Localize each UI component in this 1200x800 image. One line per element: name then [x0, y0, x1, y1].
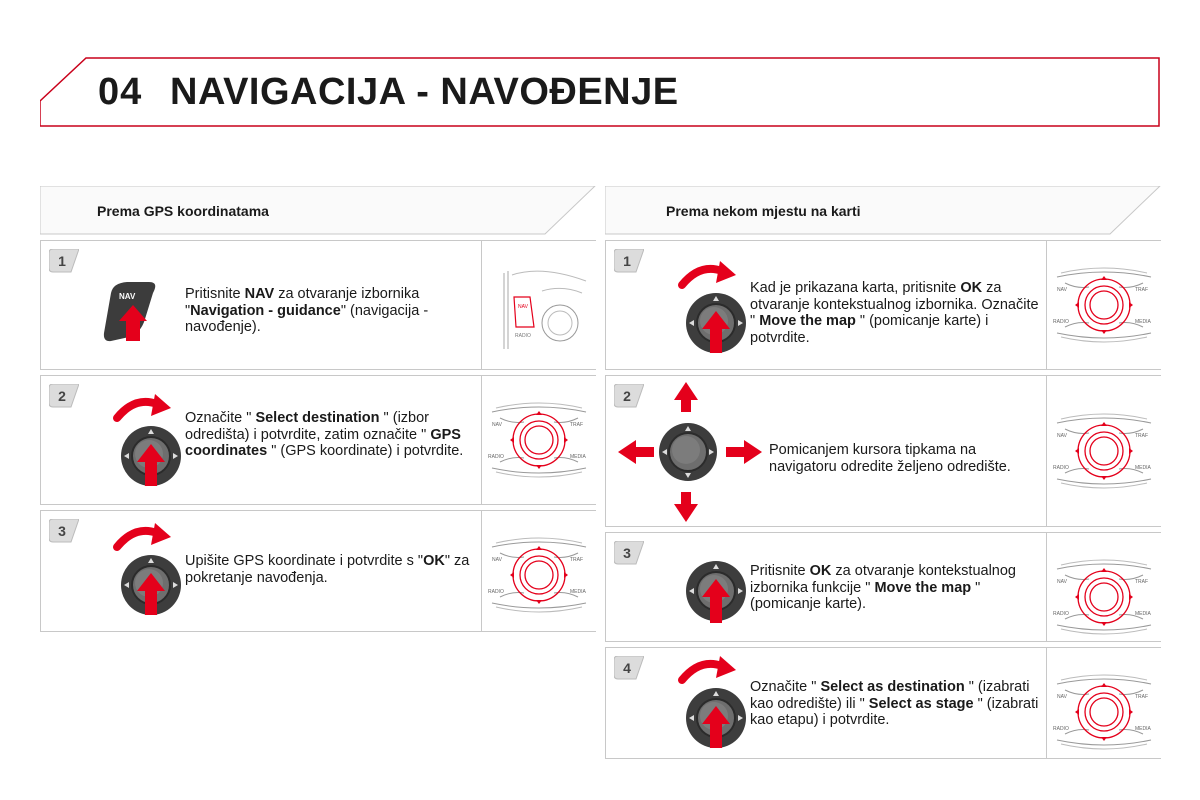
step-number-badge: 3 [614, 541, 644, 565]
svg-text:MEDIA: MEDIA [1135, 726, 1151, 732]
svg-text:TRAF: TRAF [1135, 694, 1149, 700]
control-dial-illustration [1047, 241, 1161, 369]
right-step-4-thumb [1046, 648, 1161, 758]
right-step-3-text: Pritisnite OK za otvaranje kontekstualnog izbornika funkcije " Move the map " (pomicanje karte). [750, 563, 1016, 612]
svg-text:NAV: NAV [1057, 433, 1067, 439]
right-step-1 [605, 240, 1161, 370]
control-dial-illustration [482, 511, 596, 639]
left-step-2-text: Označite " Select destination " (izbor odredišta) i potvrdite, zatim označite " GPS coordinates " (GPS koordinate) i potvrdite. [185, 410, 464, 459]
left-step-1-text: Pritisnite NAV za otvaranje izbornika "Navigation - guidance" (navigacija - navođenje). [185, 286, 429, 335]
right-step-4-text: Označite " Select as destination " (izabrati kao odredište) ili " Select as stage " (izabrati kao etapu) i potvrdite. [750, 679, 1039, 728]
svg-text:MEDIA: MEDIA [570, 589, 586, 595]
svg-text:MEDIA: MEDIA [1135, 465, 1151, 471]
left-step-1-thumb [481, 241, 596, 369]
control-dial-illustration [1047, 648, 1161, 776]
left-panel-title: Prema GPS koordinatama [97, 203, 269, 219]
svg-text:NAV: NAV [492, 557, 502, 563]
right-step-4 [605, 647, 1161, 759]
svg-text:RADIO: RADIO [488, 454, 504, 460]
right-step-1-text: Kad je prikazana karta, pritisnite OK za otvaranje kontekstualnog izbornika. Označite " Move the map " (pomicanje karte) i potvrdite. [750, 280, 1039, 346]
svg-text:NAV: NAV [1057, 287, 1067, 293]
left-panel-header [40, 186, 596, 235]
step-number-badge: 2 [49, 384, 79, 408]
step-number-badge: 3 [49, 519, 79, 543]
svg-text:MEDIA: MEDIA [1135, 319, 1151, 325]
svg-text:TRAF: TRAF [570, 557, 584, 563]
right-step-2-text: Pomicanjem kursora tipkama na navigatoru odredite željeno odredište. [769, 442, 1011, 475]
step-number-badge: 1 [614, 249, 644, 273]
right-panel-title: Prema nekom mjestu na karti [666, 203, 861, 219]
svg-text:NAV: NAV [119, 292, 136, 301]
navigator-knob-move-icon [616, 378, 766, 531]
right-step-2-thumb [1046, 376, 1161, 526]
control-dial-illustration [1047, 533, 1161, 661]
svg-text:NAV: NAV [1057, 694, 1067, 700]
svg-text:RADIO: RADIO [1053, 465, 1069, 471]
left-step-3-thumb [481, 511, 596, 631]
svg-text:RADIO: RADIO [488, 589, 504, 595]
nav-button-icon [101, 279, 173, 352]
svg-text:NAV: NAV [518, 304, 528, 310]
svg-text:MEDIA: MEDIA [570, 454, 586, 460]
svg-text:RADIO: RADIO [1053, 319, 1069, 325]
control-dial-illustration [1047, 387, 1161, 515]
right-step-2 [605, 375, 1161, 527]
step-number-badge: 4 [614, 656, 644, 680]
svg-text:TRAF: TRAF [570, 422, 584, 428]
left-step-1 [40, 240, 596, 370]
left-step-2-thumb [481, 376, 596, 504]
svg-text:RADIO: RADIO [1053, 726, 1069, 732]
control-dial-illustration [482, 376, 596, 504]
svg-text:TRAF: TRAF [1135, 287, 1149, 293]
chapter-number: 04 [98, 71, 143, 113]
svg-text:TRAF: TRAF [1135, 433, 1149, 439]
right-step-3 [605, 532, 1161, 642]
left-step-3 [40, 510, 596, 632]
right-panel-header [605, 186, 1161, 235]
head-unit-illustration [482, 241, 596, 369]
svg-text:RADIO: RADIO [1053, 611, 1069, 617]
right-step-1-thumb [1046, 241, 1161, 369]
step-number-badge: 1 [49, 249, 79, 273]
left-step-2 [40, 375, 596, 505]
svg-text:TRAF: TRAF [1135, 579, 1149, 585]
left-step-3-text: Upišite GPS koordinate i potvrdite s "OK" za pokretanje navođenja. [185, 553, 470, 586]
page-title: NAVIGACIJA - NAVOĐENJE [170, 71, 679, 113]
svg-text:MEDIA: MEDIA [1135, 611, 1151, 617]
right-step-3-thumb [1046, 533, 1161, 641]
page-header [40, 57, 1160, 127]
svg-text:NAV: NAV [492, 422, 502, 428]
svg-text:RADIO: RADIO [515, 333, 531, 339]
step-number-badge: 2 [614, 384, 644, 408]
svg-text:NAV: NAV [1057, 579, 1067, 585]
